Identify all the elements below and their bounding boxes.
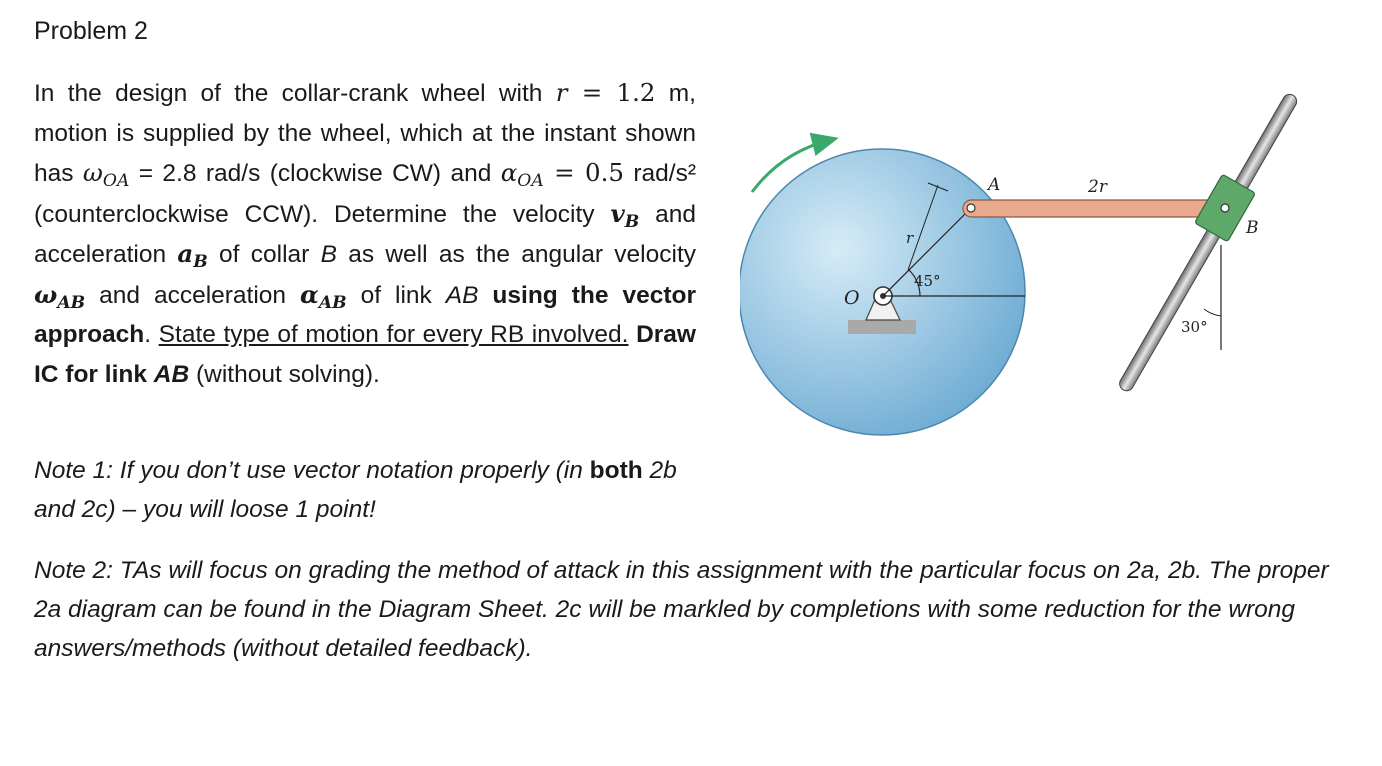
label-2r: 2r bbox=[1088, 177, 1107, 197]
label-o: O bbox=[844, 287, 860, 309]
omega-ab-symbol: $\omega_{AB}$ bbox=[34, 279, 86, 313]
note-2: Note 2: TAs will focus on grading the method of attack in this assignment with the particular focus on 2a, 2b. The proper 2a diagram can be found in the Diagram Sheet. 2c will be markled by completions with some reduction for the wrong answers/methods (without detailed feedback). bbox=[34, 557, 1329, 662]
pin-a bbox=[967, 204, 975, 212]
problem-title: Problem 2 bbox=[34, 17, 148, 45]
bold-instruction: Draw IC for link AB bbox=[34, 321, 696, 388]
label-a: A bbox=[988, 175, 1001, 195]
ground-support bbox=[848, 320, 916, 334]
problem-statement: In the design of the collar-crank wheel with r = 1.2 m, motion is supplied by the wheel, which at the instant shown has $\omega_{OA} = 2.8$ rad/s (clockwise CW) and $\alpha_{OA} = 0.5$ rad/s² (counterclockwise CCW). Determine the velocity $v_B$ and acceleration $a_B$ of collar B as well as the angular velocity $\omega_{AB}$ and acceleration $\alpha_{AB}$ of link AB using the vector approach. State type of motion for every RB involved. Draw IC for link AB (without solving). bbox=[34, 78, 697, 388]
underlined-instruction: State type of motion for every RB involved. bbox=[158, 321, 629, 348]
inclined-rod bbox=[1117, 92, 1299, 393]
collar-crank-figure bbox=[740, 80, 1360, 450]
label-b: B bbox=[1246, 218, 1259, 238]
angle-arc-30 bbox=[1204, 309, 1221, 316]
alpha-ab-symbol: $\alpha_{AB}$ bbox=[300, 279, 347, 313]
label-45-degrees: 45° bbox=[914, 272, 941, 290]
vb-symbol: $v_B$ bbox=[610, 198, 640, 232]
label-r: r bbox=[906, 229, 914, 247]
note-1: Note 1: If you don’t use vector notation properly (in both 2b and 2c) – you will loose 1 point! bbox=[34, 457, 677, 523]
ab-symbol: $a_B$ bbox=[177, 239, 208, 273]
link-ab bbox=[963, 200, 1233, 217]
alpha-oa-symbol: $\alpha_{OA}$ bbox=[500, 158, 544, 192]
omega-oa-symbol: $\omega_{OA}$ bbox=[82, 158, 130, 192]
label-30-degrees: 30° bbox=[1181, 318, 1208, 336]
